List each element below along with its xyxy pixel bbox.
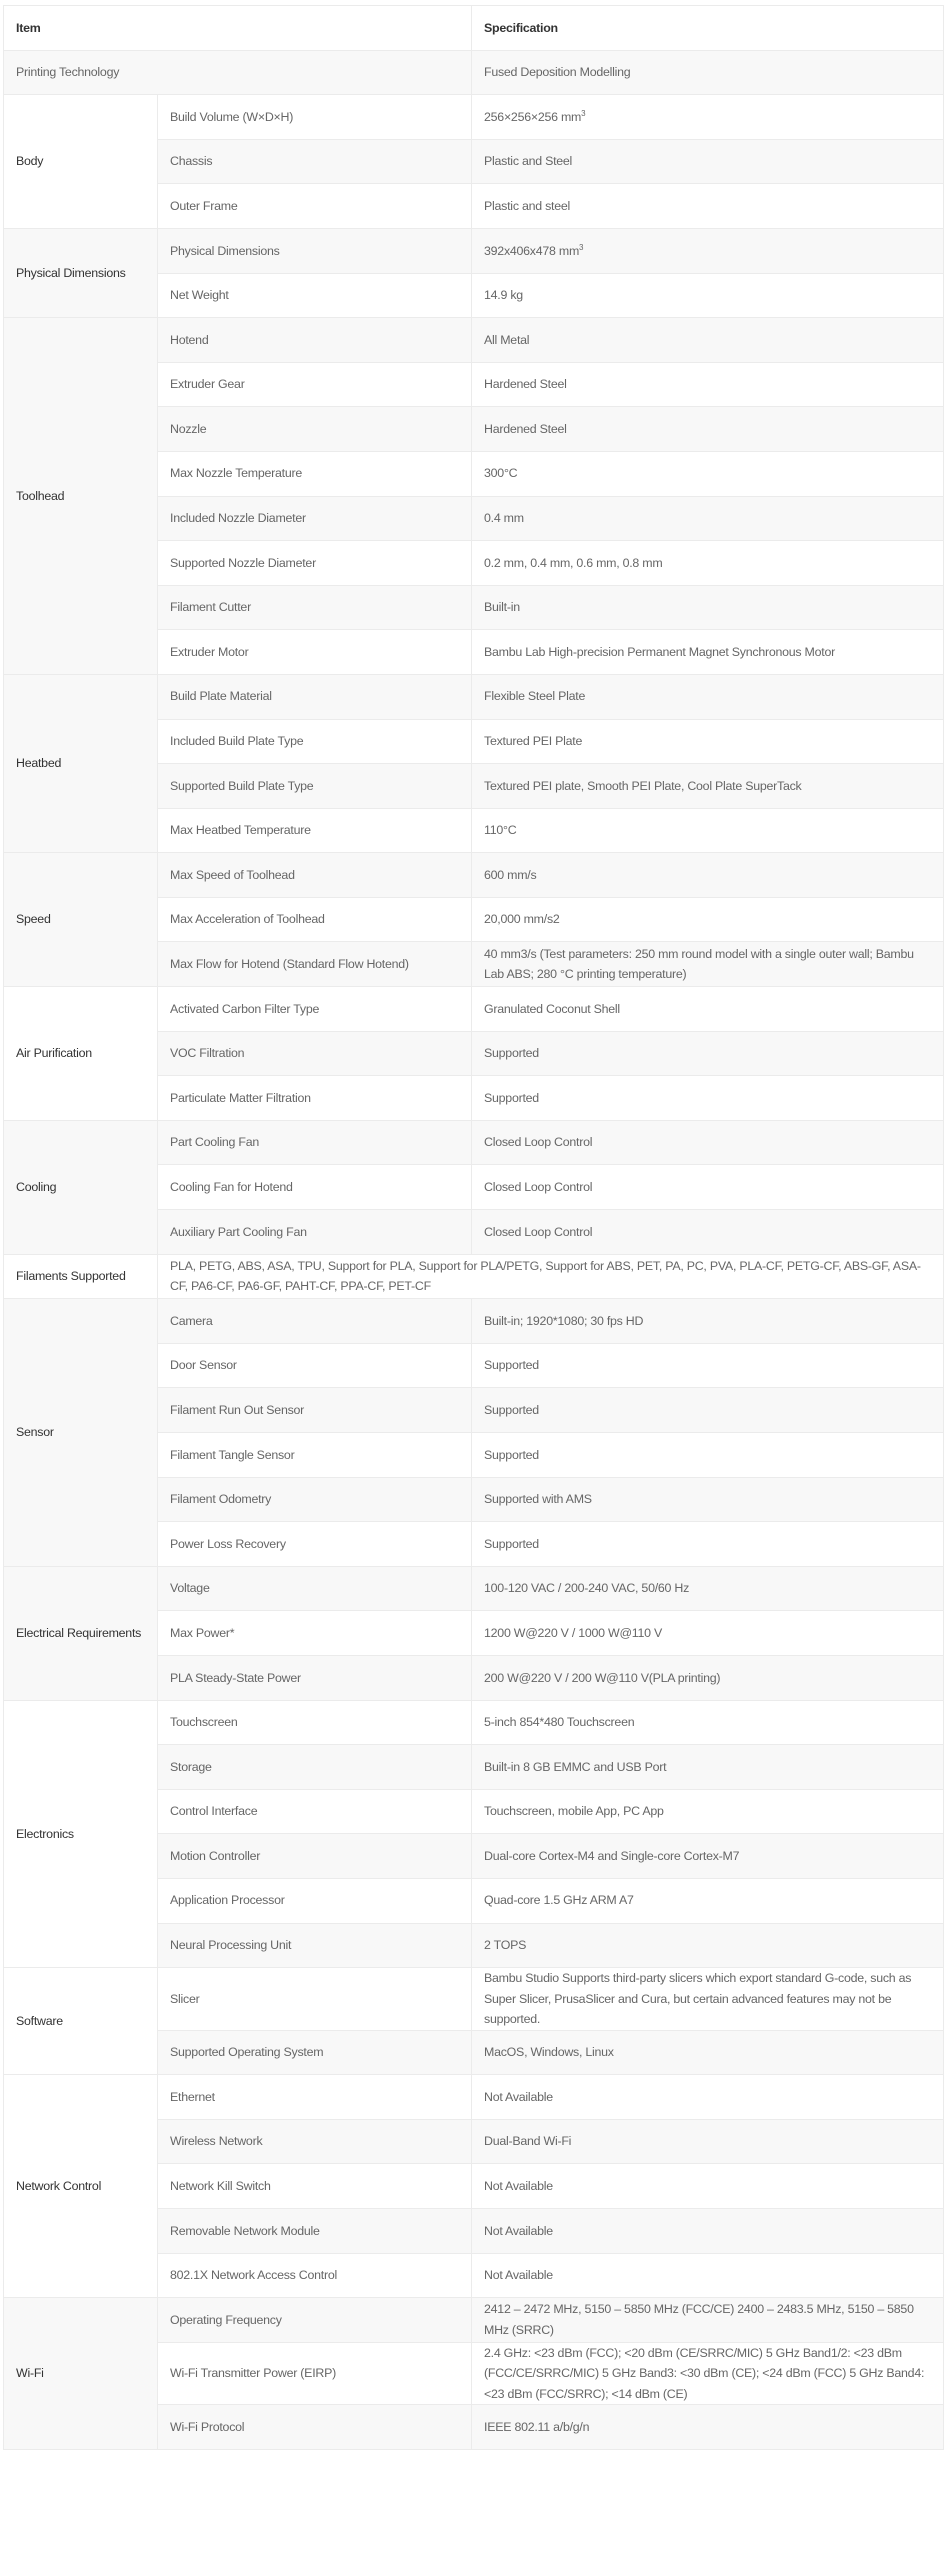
header-specification: Specification bbox=[472, 6, 944, 51]
row-label: Application Processor bbox=[158, 1878, 472, 1923]
category-cooling: Cooling bbox=[4, 1120, 158, 1254]
category-air-purification: Air Purification bbox=[4, 987, 158, 1121]
row-value: All Metal bbox=[472, 318, 944, 363]
row-value: Supported bbox=[472, 1031, 944, 1076]
row-label: Wireless Network bbox=[158, 2119, 472, 2164]
row-value: 14.9 kg bbox=[472, 273, 944, 318]
row-value: Hardened Steel bbox=[472, 362, 944, 407]
row-value: Built-in 8 GB EMMC and USB Port bbox=[472, 1745, 944, 1790]
row-label: Extruder Gear bbox=[158, 362, 472, 407]
row-value: Closed Loop Control bbox=[472, 1210, 944, 1255]
row-label: Net Weight bbox=[158, 273, 472, 318]
header-item: Item bbox=[4, 6, 472, 51]
row-value: 2 TOPS bbox=[472, 1923, 944, 1968]
row-value: Closed Loop Control bbox=[472, 1120, 944, 1165]
row-label: Door Sensor bbox=[158, 1343, 472, 1388]
row-label: Removable Network Module bbox=[158, 2209, 472, 2254]
row-value: Supported bbox=[472, 1388, 944, 1433]
row-value: Plastic and steel bbox=[472, 184, 944, 229]
row-label: VOC Filtration bbox=[158, 1031, 472, 1076]
row-label: Filament Odometry bbox=[158, 1477, 472, 1522]
row-label: Hotend bbox=[158, 318, 472, 363]
row-value: IEEE 802.11 a/b/g/n bbox=[472, 2405, 944, 2450]
category-electrical-requirements: Electrical Requirements bbox=[4, 1566, 158, 1700]
row-label: Touchscreen bbox=[158, 1700, 472, 1745]
row-label: Operating Frequency bbox=[158, 2298, 472, 2343]
row-label: Chassis bbox=[158, 139, 472, 184]
row-value: Not Available bbox=[472, 2164, 944, 2209]
spec-table-container bbox=[3, 5, 943, 2450]
table-row bbox=[4, 1566, 944, 1611]
row-value: Not Available bbox=[472, 2075, 944, 2120]
row-value: 1200 W@220 V / 1000 W@110 V bbox=[472, 1611, 944, 1656]
table-row bbox=[4, 228, 944, 273]
superscript: 3 bbox=[581, 108, 586, 118]
row-label: Included Nozzle Diameter bbox=[158, 496, 472, 541]
row-value: Supported bbox=[472, 1522, 944, 1567]
row-label: Printing Technology bbox=[4, 50, 472, 95]
row-label: Neural Processing Unit bbox=[158, 1923, 472, 1968]
row-value: Textured PEI plate, Smooth PEI Plate, Cool Plate SuperTack bbox=[472, 764, 944, 809]
row-value: 0.2 mm, 0.4 mm, 0.6 mm, 0.8 mm bbox=[472, 541, 944, 586]
row-value: MacOS, Windows, Linux bbox=[472, 2030, 944, 2075]
row-value: Supported bbox=[472, 1433, 944, 1478]
row-value: 0.4 mm bbox=[472, 496, 944, 541]
row-value: Bambu Lab High-precision Permanent Magnet Synchronous Motor bbox=[472, 630, 944, 675]
row-label: Outer Frame bbox=[158, 184, 472, 229]
table-row bbox=[4, 1299, 944, 1344]
row-value: 2412 – 2472 MHz, 5150 – 5850 MHz (FCC/CE) 2400 – 2483.5 MHz, 5150 – 5850 MHz (SRRC) bbox=[472, 2298, 944, 2343]
row-value: 20,000 mm/s2 bbox=[472, 897, 944, 942]
row-value: 200 W@220 V / 200 W@110 V(PLA printing) bbox=[472, 1655, 944, 1700]
row-label: Physical Dimensions bbox=[158, 228, 472, 273]
row-value: 392x406x478 $mm^3$ bbox=[472, 228, 944, 273]
row-value: 5-inch 854*480 Touchscreen bbox=[472, 1700, 944, 1745]
row-label: Extruder Motor bbox=[158, 630, 472, 675]
row-value: Quad-core 1.5 GHz ARM A7 bbox=[472, 1878, 944, 1923]
row-value: Supported with AMS bbox=[472, 1477, 944, 1522]
row-value: Not Available bbox=[472, 2253, 944, 2298]
row-value: Not Available bbox=[472, 2209, 944, 2254]
table-row bbox=[4, 318, 944, 363]
category-speed: Speed bbox=[4, 853, 158, 987]
table-row bbox=[4, 2298, 944, 2343]
row-label: Camera bbox=[158, 1299, 472, 1344]
category-physical-dimensions: Physical Dimensions bbox=[4, 228, 158, 317]
table-header-row bbox=[4, 6, 944, 51]
category-filaments-supported: Filaments Supported bbox=[4, 1254, 158, 1299]
row-label: Supported Build Plate Type bbox=[158, 764, 472, 809]
row-value: Built-in; 1920*1080; 30 fps HD bbox=[472, 1299, 944, 1344]
row-label: 802.1X Network Access Control bbox=[158, 2253, 472, 2298]
row-value: 600 mm/s bbox=[472, 853, 944, 898]
row-value: 100-120 VAC / 200-240 VAC, 50/60 Hz bbox=[472, 1566, 944, 1611]
row-value: Supported bbox=[472, 1076, 944, 1121]
row-value: 300°C bbox=[472, 451, 944, 496]
row-label: Supported Operating System bbox=[158, 2030, 472, 2075]
row-label: Filament Cutter bbox=[158, 585, 472, 630]
row-value: Closed Loop Control bbox=[472, 1165, 944, 1210]
row-label: Included Build Plate Type bbox=[158, 719, 472, 764]
category-software: Software bbox=[4, 1968, 158, 2075]
row-value: Flexible Steel Plate bbox=[472, 674, 944, 719]
row-label: Voltage bbox=[158, 1566, 472, 1611]
row-label: Slicer bbox=[158, 1968, 472, 2031]
row-value: PLA, PETG, ABS, ASA, TPU, Support for PLA, Support for PLA/PETG, Support for ABS, PET, PA, PC, PVA, PLA-CF, PETG-CF, ABS-GF, ASA-CF, PA6-CF, PA6-GF, PAHT-CF, PPA-CF, PET-CF bbox=[158, 1254, 944, 1299]
row-value: 110°C bbox=[472, 808, 944, 853]
spec-table bbox=[3, 5, 944, 2450]
row-label: Ethernet bbox=[158, 2075, 472, 2120]
row-value: Touchscreen, mobile App, PC App bbox=[472, 1789, 944, 1834]
table-row bbox=[4, 2075, 944, 2120]
row-value: 40 mm3/s (Test parameters: 250 mm round model with a single outer wall; Bambu Lab ABS; 280 °C printing temperature) bbox=[472, 942, 944, 987]
row-label: Max Power* bbox=[158, 1611, 472, 1656]
row-value: Granulated Coconut Shell bbox=[472, 987, 944, 1032]
category-network-control: Network Control bbox=[4, 2075, 158, 2298]
category-wifi: Wi-Fi bbox=[4, 2298, 158, 2450]
superscript: 3 bbox=[579, 242, 584, 252]
row-label: PLA Steady-State Power bbox=[158, 1655, 472, 1700]
row-label: Supported Nozzle Diameter bbox=[158, 541, 472, 586]
row-label: Nozzle bbox=[158, 407, 472, 452]
row-label: Wi-Fi Transmitter Power (EIRP) bbox=[158, 2342, 472, 2405]
row-value: Dual-Band Wi-Fi bbox=[472, 2119, 944, 2164]
row-label: Build Plate Material bbox=[158, 674, 472, 719]
row-value: Plastic and Steel bbox=[472, 139, 944, 184]
row-value: Built-in bbox=[472, 585, 944, 630]
table-row bbox=[4, 1968, 944, 2031]
row-value: Bambu Studio Supports third-party slicers which export standard G-code, such as Super Slicer, PrusaSlicer and Cura, but certain advanced features may not be supported. bbox=[472, 1968, 944, 2031]
row-label: Particulate Matter Filtration bbox=[158, 1076, 472, 1121]
row-label: Max Flow for Hotend (Standard Flow Hotend) bbox=[158, 942, 472, 987]
row-label: Max Heatbed Temperature bbox=[158, 808, 472, 853]
table-row bbox=[4, 1120, 944, 1165]
row-value: Dual-core Cortex-M4 and Single-core Cortex-M7 bbox=[472, 1834, 944, 1879]
row-value: Fused Deposition Modelling bbox=[472, 50, 944, 95]
table-row bbox=[4, 95, 944, 140]
category-electronics: Electronics bbox=[4, 1700, 158, 1968]
row-value: Textured PEI Plate bbox=[472, 719, 944, 764]
table-row bbox=[4, 674, 944, 719]
row-value: 256×256×256 $mm^3$ bbox=[472, 95, 944, 140]
row-value: 2.4 GHz: <23 dBm (FCC); <20 dBm (CE/SRRC/MIC) 5 GHz Band1/2: <23 dBm (FCC/CE/SRRC/MIC) 5 GHz Band3: <30 dBm (CE); <24 dBm (FCC) 5 GHz Band4: <23 dBm (FCC/SRRC); <14 dBm (CE) bbox=[472, 2342, 944, 2405]
row-label: Activated Carbon Filter Type bbox=[158, 987, 472, 1032]
row-label: Max Acceleration of Toolhead bbox=[158, 897, 472, 942]
row-label: Max Speed of Toolhead bbox=[158, 853, 472, 898]
table-row bbox=[4, 853, 944, 898]
row-label: Network Kill Switch bbox=[158, 2164, 472, 2209]
category-body: Body bbox=[4, 95, 158, 229]
row-label: Max Nozzle Temperature bbox=[158, 451, 472, 496]
category-sensor: Sensor bbox=[4, 1299, 158, 1567]
row-label: Storage bbox=[158, 1745, 472, 1790]
table-row bbox=[4, 50, 944, 95]
table-row bbox=[4, 987, 944, 1032]
category-heatbed: Heatbed bbox=[4, 674, 158, 852]
row-value: Supported bbox=[472, 1343, 944, 1388]
table-row bbox=[4, 1700, 944, 1745]
row-value: Hardened Steel bbox=[472, 407, 944, 452]
row-label: Motion Controller bbox=[158, 1834, 472, 1879]
row-label: Part Cooling Fan bbox=[158, 1120, 472, 1165]
row-label: Build Volume (W×D×H) bbox=[158, 95, 472, 140]
row-label: Cooling Fan for Hotend bbox=[158, 1165, 472, 1210]
row-label: Filament Run Out Sensor bbox=[158, 1388, 472, 1433]
row-label: Wi-Fi Protocol bbox=[158, 2405, 472, 2450]
row-label: Filament Tangle Sensor bbox=[158, 1433, 472, 1478]
row-label: Control Interface bbox=[158, 1789, 472, 1834]
category-toolhead: Toolhead bbox=[4, 318, 158, 675]
table-row bbox=[4, 1254, 944, 1299]
row-label: Auxiliary Part Cooling Fan bbox=[158, 1210, 472, 1255]
row-label: Power Loss Recovery bbox=[158, 1522, 472, 1567]
